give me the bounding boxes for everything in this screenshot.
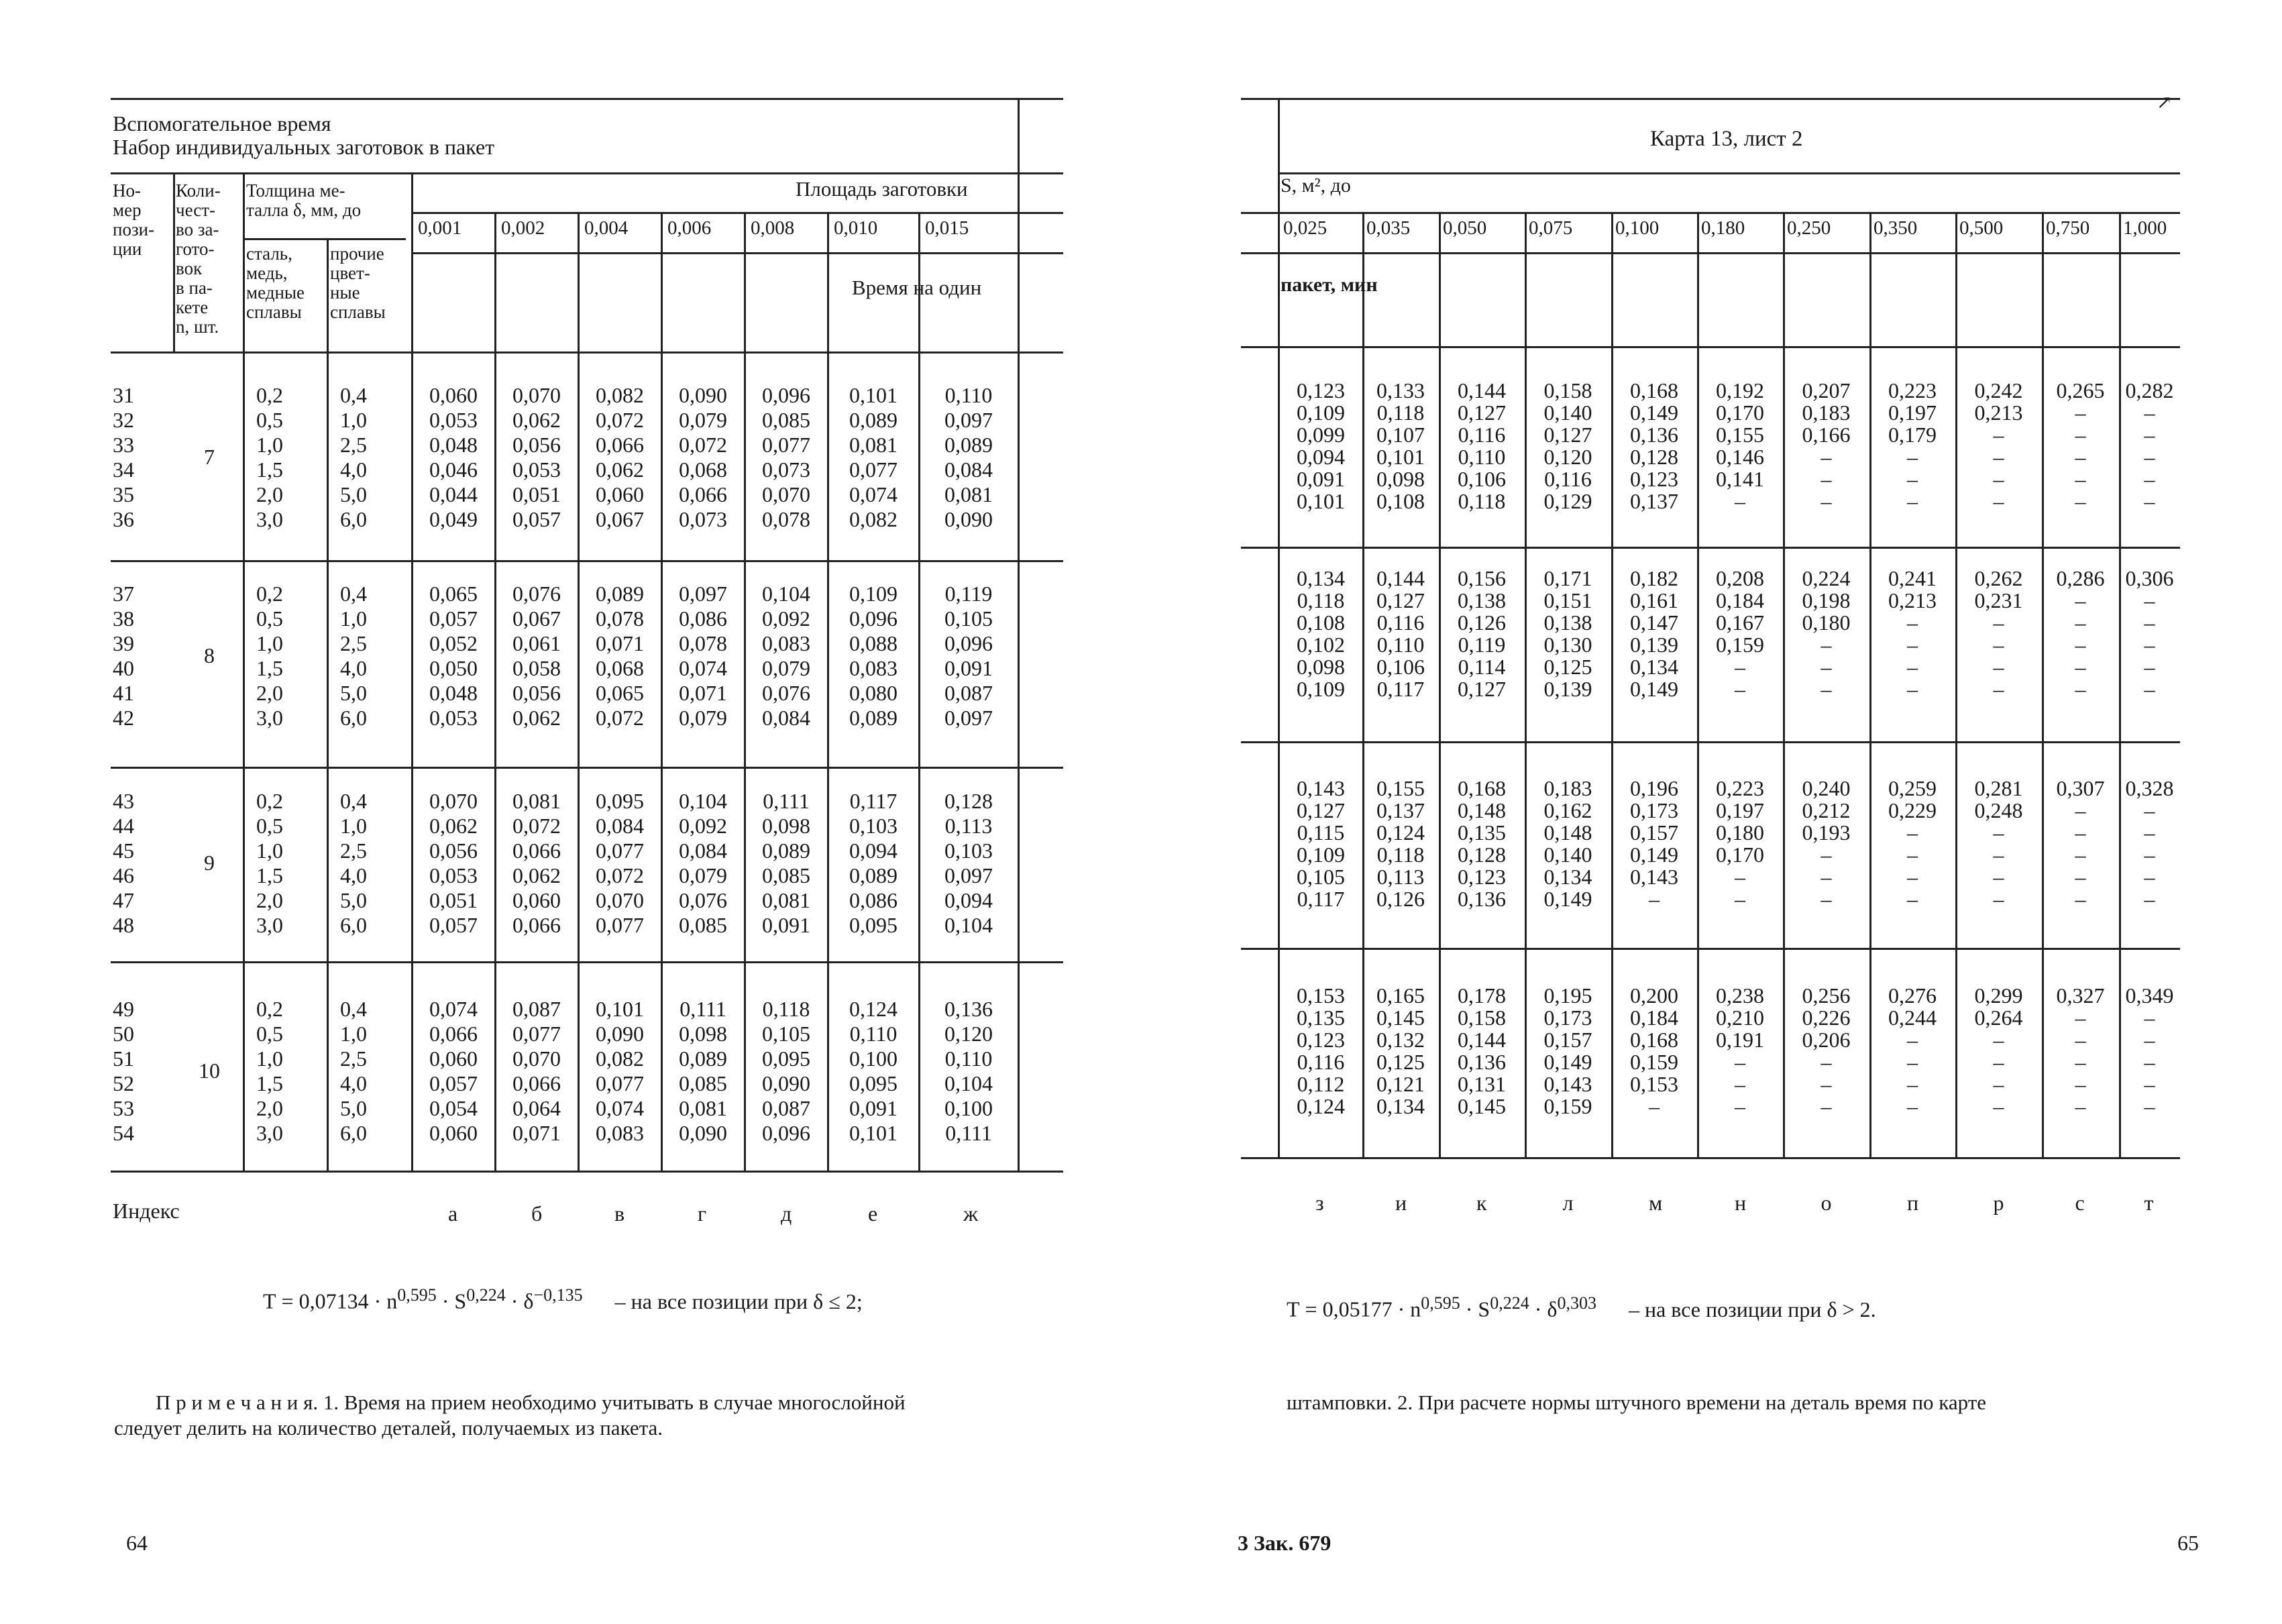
time-values-column: 0,171 0,151 0,138 0,130 0,125 0,139 bbox=[1543, 566, 1592, 701]
header-count: Коли- чест- во за- гото- вок в па- кете n, шт. bbox=[176, 180, 221, 337]
area-header-cell: 0,010 bbox=[834, 217, 878, 239]
time-values-column: 0,192 0,170 0,155 0,146 0,141 – bbox=[1716, 378, 1764, 513]
rule bbox=[111, 767, 1063, 769]
time-values-column: 0,259 0,229 – – – – bbox=[1888, 776, 1937, 911]
time-values-column: 0,178 0,158 0,144 0,136 0,131 0,145 bbox=[1458, 983, 1506, 1118]
time-values-column: 0,153 0,135 0,123 0,116 0,112 0,124 bbox=[1297, 983, 1345, 1118]
index-letter: г bbox=[698, 1201, 707, 1226]
card-title: Карта 13, лист 2 bbox=[1650, 127, 1803, 151]
header-area: Площадь заготовки bbox=[796, 177, 968, 201]
time-values-column: 0,349 – – – – – bbox=[2125, 983, 2174, 1118]
page-number-right: 65 bbox=[2177, 1531, 2199, 1555]
time-values-column: 0,104 0,092 0,084 0,079 0,076 0,085 bbox=[679, 789, 727, 937]
time-values-column: 0,281 0,248 – – – – bbox=[1974, 776, 2023, 911]
time-values-column: 0,081 0,072 0,066 0,062 0,060 0,066 bbox=[512, 789, 561, 937]
table-title: Вспомогательное время bbox=[113, 111, 331, 136]
time-values-column: 0,223 0,197 0,179 – – – bbox=[1888, 378, 1937, 513]
area-header-cell: 0,004 bbox=[584, 217, 629, 239]
area-header-cell: 0,035 bbox=[1366, 217, 1411, 239]
rule bbox=[1278, 172, 2180, 174]
rule bbox=[111, 172, 1063, 174]
rule bbox=[1241, 212, 2180, 214]
time-values-column: 0,136 0,120 0,110 0,104 0,100 0,111 bbox=[944, 997, 993, 1145]
time-values-column: 0,241 0,213 – – – – bbox=[1888, 566, 1937, 701]
area-header-cell: 1,000 bbox=[2123, 217, 2167, 239]
formula-exp-d: 0,303 bbox=[1557, 1293, 1596, 1313]
index-letter: ж bbox=[963, 1201, 979, 1226]
time-values-column: 0,133 0,118 0,107 0,101 0,098 0,108 bbox=[1376, 378, 1425, 513]
rule bbox=[111, 1171, 1063, 1173]
time-values-column: 0,060 0,053 0,048 0,046 0,044 0,049 bbox=[429, 383, 478, 531]
time-values-column: 0,238 0,210 0,191 – – – bbox=[1716, 983, 1764, 1118]
header-steel: сталь, медь, медные сплавы bbox=[246, 243, 305, 322]
time-values-column: 0,101 0,090 0,082 0,077 0,074 0,083 bbox=[596, 997, 644, 1145]
index-letter: м bbox=[1649, 1191, 1663, 1215]
index-letter: п bbox=[1907, 1191, 1919, 1215]
formula-condition: – на все позиции при δ ≤ 2; bbox=[614, 1289, 863, 1313]
index-letter: д bbox=[781, 1201, 792, 1226]
formula-text: · δ bbox=[1529, 1297, 1558, 1321]
formula-text: Т = 0,05177 · n bbox=[1287, 1297, 1421, 1321]
time-values-column: 0,207 0,183 0,166 – – – bbox=[1802, 378, 1851, 513]
formula-text: Т = 0,07134 · n bbox=[263, 1289, 398, 1313]
other-alloy-thickness: 0,4 1,0 2,5 4,0 5,0 6,0 bbox=[340, 383, 367, 531]
blank-count: 9 bbox=[204, 851, 215, 875]
formula-text: · S bbox=[1460, 1297, 1490, 1321]
time-values-column: 0,104 0,092 0,083 0,079 0,076 0,084 bbox=[762, 582, 810, 730]
header-position: Но- мер пози- ции bbox=[113, 180, 155, 259]
blank-count: 7 bbox=[204, 445, 215, 469]
index-letter: т bbox=[2144, 1191, 2154, 1215]
time-values-column: 0,110 0,097 0,089 0,084 0,081 0,090 bbox=[944, 383, 993, 531]
steel-thickness: 0,2 0,5 1,0 1,5 2,0 3,0 bbox=[256, 582, 283, 730]
time-values-column: 0,119 0,105 0,096 0,091 0,087 0,097 bbox=[944, 582, 993, 730]
rule bbox=[1241, 1157, 2180, 1159]
position-numbers: 49 50 51 52 53 54 bbox=[113, 997, 134, 1145]
position-numbers: 43 44 45 46 47 48 bbox=[113, 789, 134, 937]
rule bbox=[173, 172, 175, 352]
index-label: Индекс bbox=[113, 1199, 180, 1223]
area-header-cell: 0,015 bbox=[925, 217, 969, 239]
formula-exp-d: −0,135 bbox=[533, 1285, 583, 1305]
index-letter: в bbox=[614, 1201, 625, 1226]
time-values-column: 0,074 0,066 0,060 0,057 0,054 0,060 bbox=[429, 997, 478, 1145]
formula-exp-s: 0,224 bbox=[466, 1285, 506, 1305]
blank-count: 10 bbox=[199, 1059, 220, 1083]
table-subtitle: Набор индивидуальных заготовок в пакет bbox=[113, 135, 495, 159]
note-line-1: П р и м е ч а н и я. 1. Время на прием необходимо учитывать в случае многослойной bbox=[156, 1391, 906, 1414]
index-letter: л bbox=[1562, 1191, 1574, 1215]
other-alloy-thickness: 0,4 1,0 2,5 4,0 5,0 6,0 bbox=[340, 789, 367, 937]
index-letter: к bbox=[1476, 1191, 1487, 1215]
time-values-column: 0,265 – – – – – bbox=[2056, 378, 2105, 513]
area-unit-label: S, м², до bbox=[1281, 174, 1351, 197]
time-values-column: 0,327 – – – – – bbox=[2056, 983, 2105, 1118]
time-values-column: 0,101 0,089 0,081 0,077 0,074 0,082 bbox=[849, 383, 898, 531]
index-letter: з bbox=[1315, 1191, 1324, 1215]
index-letter: о bbox=[1821, 1191, 1832, 1215]
time-values-column: 0,118 0,105 0,095 0,090 0,087 0,096 bbox=[762, 997, 810, 1145]
time-values-column: 0,117 0,103 0,094 0,089 0,086 0,095 bbox=[849, 789, 898, 937]
time-values-column: 0,089 0,078 0,071 0,068 0,065 0,072 bbox=[596, 582, 644, 730]
formula-exp-n: 0,595 bbox=[397, 1285, 437, 1305]
time-values-column: 0,183 0,162 0,148 0,140 0,134 0,149 bbox=[1543, 776, 1592, 911]
index-letter: с bbox=[2075, 1191, 2085, 1215]
time-values-column: 0,307 – – – – – bbox=[2056, 776, 2105, 911]
formula-text: · S bbox=[436, 1289, 467, 1313]
steel-thickness: 0,2 0,5 1,0 1,5 2,0 3,0 bbox=[256, 383, 283, 531]
time-values-column: 0,076 0,067 0,061 0,058 0,056 0,062 bbox=[512, 582, 561, 730]
time-values-column: 0,195 0,173 0,157 0,149 0,143 0,159 bbox=[1543, 983, 1592, 1118]
area-header-cell: 0,500 bbox=[1959, 217, 2004, 239]
time-values-column: 0,144 0,127 0,116 0,110 0,106 0,118 bbox=[1458, 378, 1506, 513]
time-values-column: 0,286 – – – – – bbox=[2056, 566, 2105, 701]
index-letter: н bbox=[1735, 1191, 1747, 1215]
time-values-column: 0,223 0,197 0,180 0,170 – – bbox=[1716, 776, 1764, 911]
area-header-cell: 0,001 bbox=[418, 217, 462, 239]
time-values-column: 0,087 0,077 0,070 0,066 0,064 0,071 bbox=[512, 997, 561, 1145]
time-unit-label: пакет, мин bbox=[1281, 274, 1378, 296]
index-letter: а bbox=[448, 1201, 458, 1226]
rule bbox=[1241, 547, 2180, 549]
rule bbox=[1241, 741, 2180, 743]
time-values-column: 0,096 0,085 0,077 0,073 0,070 0,078 bbox=[762, 383, 810, 531]
steel-thickness: 0,2 0,5 1,0 1,5 2,0 3,0 bbox=[256, 789, 283, 937]
time-values-column: 0,111 0,098 0,089 0,085 0,081 0,090 bbox=[679, 997, 727, 1145]
formula-condition: – на все позиции при δ > 2. bbox=[1628, 1297, 1876, 1321]
time-values-column: 0,196 0,173 0,157 0,149 0,143 – bbox=[1630, 776, 1678, 911]
time-values-column: 0,224 0,198 0,180 – – – bbox=[1802, 566, 1851, 701]
formula-exp-s: 0,224 bbox=[1490, 1293, 1529, 1313]
header-other-alloys: прочие цвет- ные сплавы bbox=[330, 243, 386, 322]
time-values-column: 0,155 0,137 0,124 0,118 0,113 0,126 bbox=[1376, 776, 1425, 911]
time-values-column: 0,200 0,184 0,168 0,159 0,153 – bbox=[1630, 983, 1678, 1118]
rule bbox=[1018, 98, 1020, 1171]
time-values-column: 0,208 0,184 0,167 0,159 – – bbox=[1716, 566, 1764, 701]
time-values-column: 0,276 0,244 – – – – bbox=[1888, 983, 1937, 1118]
time-values-column: 0,165 0,145 0,132 0,125 0,121 0,134 bbox=[1376, 983, 1425, 1118]
rule bbox=[243, 172, 245, 1171]
time-values-column: 0,123 0,109 0,099 0,094 0,091 0,101 bbox=[1297, 378, 1345, 513]
time-values-column: 0,070 0,062 0,056 0,053 0,051 0,057 bbox=[512, 383, 561, 531]
note-continuation: штамповки. 2. При расчете нормы штучного времени на деталь время по карте bbox=[1287, 1391, 1987, 1414]
area-header-cell: 0,250 bbox=[1787, 217, 1831, 239]
time-values-column: 0,256 0,226 0,206 – – – bbox=[1802, 983, 1851, 1118]
time-values-column: 0,282 – – – – – bbox=[2125, 378, 2174, 513]
time-values-column: 0,097 0,086 0,078 0,074 0,071 0,079 bbox=[679, 582, 727, 730]
time-values-column: 0,306 – – – – – bbox=[2125, 566, 2174, 701]
rule bbox=[1241, 346, 2180, 348]
formula-text: · δ bbox=[505, 1289, 534, 1313]
area-header-cell: 0,350 bbox=[1873, 217, 1918, 239]
rule bbox=[245, 238, 406, 240]
index-letter: р bbox=[1993, 1191, 2004, 1215]
area-header-cell: 0,025 bbox=[1283, 217, 1327, 239]
time-values-column: 0,128 0,113 0,103 0,097 0,094 0,104 bbox=[944, 789, 993, 937]
rule bbox=[111, 351, 1063, 354]
index-letter: б bbox=[531, 1201, 543, 1226]
time-values-column: 0,109 0,096 0,088 0,083 0,080 0,089 bbox=[849, 582, 898, 730]
steel-thickness: 0,2 0,5 1,0 1,5 2,0 3,0 bbox=[256, 997, 283, 1145]
note-line-2: следует делить на количество деталей, получаемых из пакета. bbox=[114, 1416, 663, 1440]
formula-exp-n: 0,595 bbox=[1421, 1293, 1460, 1313]
time-values-column: 0,242 0,213 – – – – bbox=[1974, 378, 2023, 513]
rule bbox=[1241, 948, 2180, 950]
corner-mark-icon: ↗ bbox=[2157, 93, 2173, 113]
area-header-cell: 0,050 bbox=[1443, 217, 1487, 239]
time-values-column: 0,168 0,148 0,135 0,128 0,123 0,136 bbox=[1458, 776, 1506, 911]
index-letter: е bbox=[868, 1201, 878, 1226]
other-alloy-thickness: 0,4 1,0 2,5 4,0 5,0 6,0 bbox=[340, 582, 367, 730]
time-values-column: 0,240 0,212 0,193 – – – bbox=[1802, 776, 1851, 911]
rule bbox=[1241, 252, 2180, 254]
header-time: Время на один bbox=[852, 276, 982, 299]
area-header-cell: 0,075 bbox=[1529, 217, 1573, 239]
rule bbox=[413, 212, 1063, 214]
time-values-column: 0,182 0,161 0,147 0,139 0,134 0,149 bbox=[1630, 566, 1678, 701]
time-values-column: 0,065 0,057 0,052 0,050 0,048 0,053 bbox=[429, 582, 478, 730]
time-values-column: 0,328 – – – – – bbox=[2125, 776, 2174, 911]
rule bbox=[111, 961, 1063, 963]
time-values-column: 0,156 0,138 0,126 0,119 0,114 0,127 bbox=[1458, 566, 1506, 701]
area-header-cell: 0,180 bbox=[1701, 217, 1745, 239]
time-values-column: 0,095 0,084 0,077 0,072 0,070 0,077 bbox=[596, 789, 644, 937]
time-values-column: 0,143 0,127 0,115 0,109 0,105 0,117 bbox=[1297, 776, 1345, 911]
area-header-cell: 0,002 bbox=[501, 217, 545, 239]
print-order-mark: 3 Зак. 679 bbox=[1238, 1531, 1332, 1555]
header-thickness: Толщина ме- талла δ, мм, до bbox=[246, 180, 362, 220]
left-formula bbox=[263, 1287, 863, 1312]
time-values-column: 0,090 0,079 0,072 0,068 0,066 0,073 bbox=[679, 383, 727, 531]
page-number-left: 64 bbox=[126, 1531, 148, 1555]
time-values-column: 0,124 0,110 0,100 0,095 0,091 0,101 bbox=[849, 997, 898, 1145]
blank-count: 8 bbox=[204, 643, 215, 667]
rule bbox=[327, 238, 329, 1171]
time-values-column: 0,082 0,072 0,066 0,062 0,060 0,067 bbox=[596, 383, 644, 531]
area-header-cell: 0,100 bbox=[1615, 217, 1660, 239]
rule bbox=[1241, 98, 2180, 100]
area-header-cell: 0,008 bbox=[751, 217, 795, 239]
rule bbox=[111, 98, 1063, 100]
position-numbers: 31 32 33 34 35 36 bbox=[113, 383, 134, 531]
area-header-cell: 0,750 bbox=[2046, 217, 2090, 239]
time-values-column: 0,262 0,231 – – – – bbox=[1974, 566, 2023, 701]
time-values-column: 0,144 0,127 0,116 0,110 0,106 0,117 bbox=[1376, 566, 1425, 701]
right-formula bbox=[1287, 1295, 1876, 1320]
other-alloy-thickness: 0,4 1,0 2,5 4,0 5,0 6,0 bbox=[340, 997, 367, 1145]
index-letter: и bbox=[1395, 1191, 1407, 1215]
position-numbers: 37 38 39 40 41 42 bbox=[113, 582, 134, 730]
rule bbox=[413, 252, 1063, 254]
time-values-column: 0,070 0,062 0,056 0,053 0,051 0,057 bbox=[429, 789, 478, 937]
time-values-column: 0,111 0,098 0,089 0,085 0,081 0,091 bbox=[762, 789, 810, 937]
time-values-column: 0,299 0,264 – – – – bbox=[1974, 983, 2023, 1118]
time-values-column: 0,168 0,149 0,136 0,128 0,123 0,137 bbox=[1630, 378, 1678, 513]
time-values-column: 0,158 0,140 0,127 0,120 0,116 0,129 bbox=[1543, 378, 1592, 513]
area-header-cell: 0,006 bbox=[667, 217, 712, 239]
rule bbox=[111, 560, 1063, 562]
time-values-column: 0,134 0,118 0,108 0,102 0,098 0,109 bbox=[1297, 566, 1345, 701]
